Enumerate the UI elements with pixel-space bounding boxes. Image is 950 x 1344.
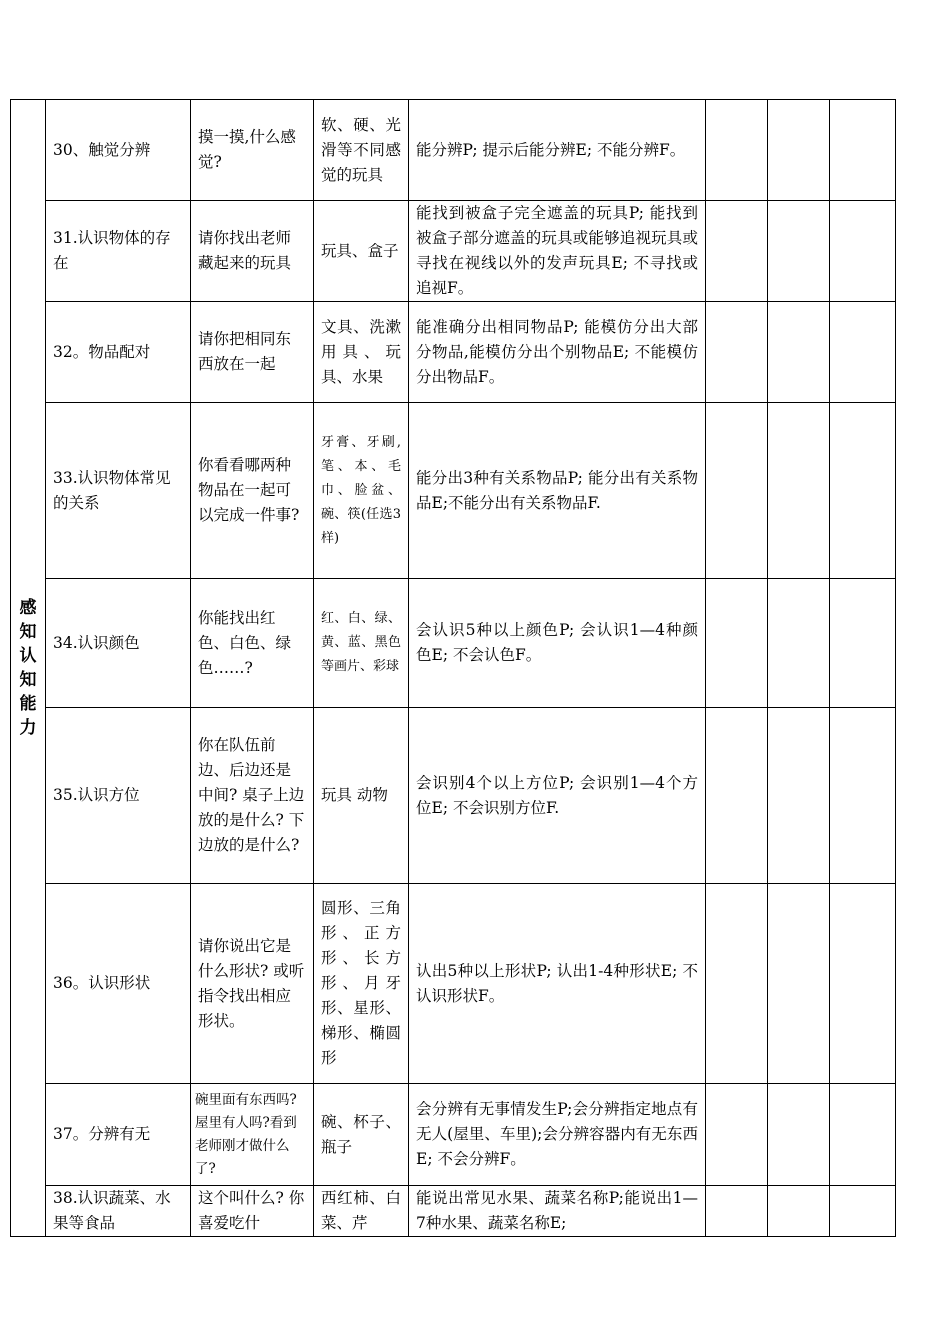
score-cell xyxy=(706,1186,768,1237)
criteria-cell: 能准确分出相同物品P; 能模仿分出大部分物品,能模仿分出个别物品E; 不能模仿分出物品F。 xyxy=(409,302,706,403)
materials-cell: 牙膏、牙刷,笔、本、毛巾、脸盆、碗、筷(任选3样) xyxy=(314,403,409,579)
table-row xyxy=(11,302,896,403)
score-cell xyxy=(768,403,830,579)
table-row xyxy=(11,1186,896,1237)
criteria-cell: 能分辨P; 提示后能分辨E; 不能分辨F。 xyxy=(409,100,706,201)
item-cell: 30、触觉分辨 xyxy=(46,100,191,201)
materials-cell: 红、白、绿、黄、蓝、黑色等画片、彩球 xyxy=(314,579,409,708)
item-cell: 33.认识物体常见的关系 xyxy=(46,403,191,579)
score-cell xyxy=(768,1084,830,1186)
score-cell xyxy=(706,579,768,708)
score-cell xyxy=(768,579,830,708)
score-cell xyxy=(706,100,768,201)
materials-cell: 西红柿、白菜、芹 xyxy=(314,1186,409,1237)
score-cell xyxy=(830,201,896,302)
criteria-cell: 能找到被盒子完全遮盖的玩具P; 能找到被盒子部分遮盖的玩具或能够追视玩具或寻找在视线以外的发声玩具E; 不寻找或追视F。 xyxy=(409,201,706,302)
score-cell xyxy=(830,884,896,1084)
materials-cell: 碗、杯子、瓶子 xyxy=(314,1084,409,1186)
item-cell: 32。物品配对 xyxy=(46,302,191,403)
category-cell xyxy=(11,100,46,1237)
item-cell: 34.认识颜色 xyxy=(46,579,191,708)
category-label: 感知认知能力 xyxy=(19,598,37,738)
score-cell xyxy=(830,403,896,579)
score-cell xyxy=(768,708,830,884)
materials-cell: 文具、洗漱用具、玩具、水果 xyxy=(314,302,409,403)
score-cell xyxy=(830,1084,896,1186)
question-cell: 你能找出红色、白色、绿色……? xyxy=(191,579,314,708)
score-cell xyxy=(706,201,768,302)
score-cell xyxy=(768,201,830,302)
score-cell xyxy=(706,708,768,884)
criteria-cell: 会认识5种以上颜色P; 会认识1—4种颜色E; 不会认色F。 xyxy=(409,579,706,708)
score-cell xyxy=(830,1186,896,1237)
question-cell: 请你把相同东西放在一起 xyxy=(191,302,314,403)
score-cell xyxy=(768,884,830,1084)
materials-cell: 玩具 动物 xyxy=(314,708,409,884)
score-cell xyxy=(830,708,896,884)
score-cell xyxy=(768,100,830,201)
criteria-cell: 能分出3种有关系物品P; 能分出有关系物品E;不能分出有关系物品F. xyxy=(409,403,706,579)
materials-cell: 玩具、盒子 xyxy=(314,201,409,302)
question-cell: 碗里面有东西吗? 屋里有人吗?看到老师刚才做什么了? xyxy=(191,1084,314,1186)
table-row xyxy=(11,100,896,201)
item-cell: 38.认识蔬菜、水果等食品 xyxy=(46,1186,191,1237)
score-cell xyxy=(768,1186,830,1237)
question-cell: 你看看哪两种物品在一起可以完成一件事? xyxy=(191,403,314,579)
score-cell xyxy=(706,1084,768,1186)
item-cell: 36。认识形状 xyxy=(46,884,191,1084)
score-cell xyxy=(830,100,896,201)
score-cell xyxy=(830,302,896,403)
table-row xyxy=(11,579,896,708)
item-cell: 35.认识方位 xyxy=(46,708,191,884)
score-cell xyxy=(830,579,896,708)
score-cell xyxy=(706,884,768,1084)
table-row xyxy=(11,1084,896,1186)
score-cell xyxy=(706,403,768,579)
assessment-table xyxy=(10,99,896,1237)
materials-cell: 软、硬、光滑等不同感觉的玩具 xyxy=(314,100,409,201)
table-row xyxy=(11,884,896,1084)
criteria-cell: 认出5种以上形状P; 认出1-4种形状E; 不认识形状F。 xyxy=(409,884,706,1084)
table-row xyxy=(11,403,896,579)
score-cell xyxy=(768,302,830,403)
table-row xyxy=(11,201,896,302)
question-cell: 请你找出老师藏起来的玩具 xyxy=(191,201,314,302)
item-cell: 31.认识物体的存在 xyxy=(46,201,191,302)
question-cell: 这个叫什么? 你喜爱吃什 xyxy=(191,1186,314,1237)
materials-cell: 圆形、三角形、正方形、长方形、月牙形、星形、梯形、椭圆形 xyxy=(314,884,409,1084)
table-row xyxy=(11,708,896,884)
score-cell xyxy=(706,302,768,403)
criteria-cell: 会识别4个以上方位P; 会识别1—4个方位E; 不会识别方位F. xyxy=(409,708,706,884)
criteria-cell: 能说出常见水果、蔬菜名称P;能说出1—7种水果、蔬菜名称E; xyxy=(409,1186,706,1237)
criteria-cell: 会分辨有无事情发生P;会分辨指定地点有无人(屋里、车里);会分辨容器内有无东西E; 不会分辨F。 xyxy=(409,1084,706,1186)
question-cell: 摸一摸,什么感觉? xyxy=(191,100,314,201)
item-cell: 37。分辨有无 xyxy=(46,1084,191,1186)
question-cell: 请你说出它是什么形状? 或听指令找出相应形状。 xyxy=(191,884,314,1084)
question-cell: 你在队伍前边、后边还是中间? 桌子上边放的是什么? 下边放的是什么? xyxy=(191,708,314,884)
